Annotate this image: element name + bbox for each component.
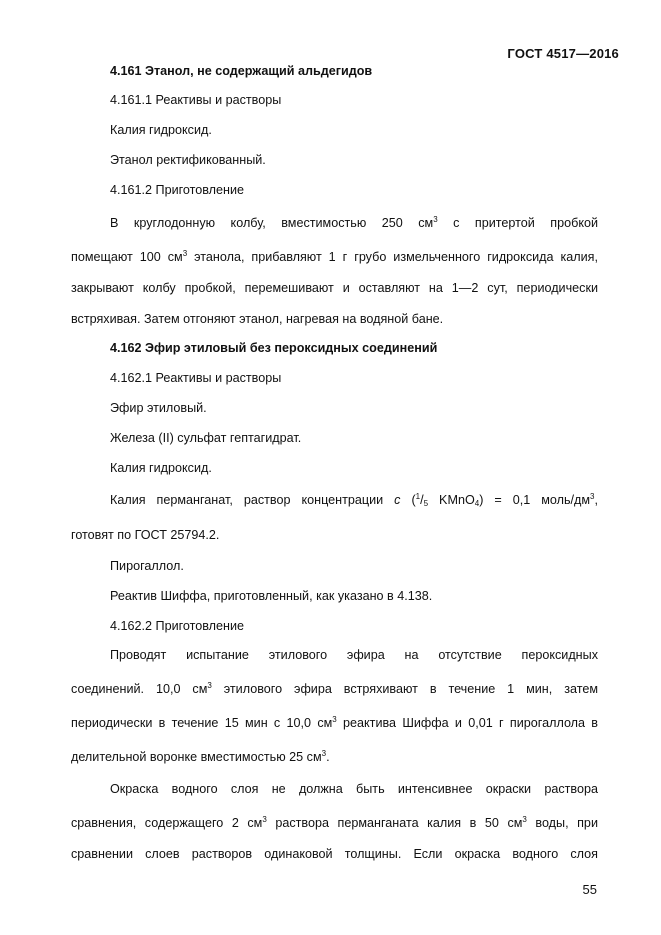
document-body <box>71 64 598 864</box>
reagent-pyrogallol: Пирогаллол. <box>110 559 184 573</box>
reagent-potassium-hydroxide: Калия гидроксид. <box>110 123 212 137</box>
subsection-4-161-2: 4.161.2 Приготовление <box>110 183 245 197</box>
paragraph-line: сравнении слоев растворов одинаковой толщины. Если окраска водного слоя <box>71 847 598 861</box>
paragraph-4-161-2 <box>71 210 598 329</box>
subsection-4-162-2: 4.162.2 Приготовление <box>110 619 245 633</box>
paragraph-line: готовят по ГОСТ 25794.2. <box>71 528 220 542</box>
paragraph-coloring <box>71 779 598 864</box>
standard-header: ГОСТ 4517—2016 <box>507 46 619 61</box>
reagent-potassium-permanganate: Калия перманганат, раствор концентрации c ($^1/_5$ KMnO$_4$) = 0,1 моль/$дм^3$, <box>110 492 598 508</box>
paragraph-line: встряхивая. Затем отгоняют этанол, нагревая на водяной бане. <box>71 312 444 326</box>
reagent-iron-sulfate: Железа (II) сульфат гептагидрат. <box>110 431 302 445</box>
subsection-4-161-1: 4.161.1 Реактивы и растворы <box>110 93 282 107</box>
paragraph-line: периодически в течение 15 мин с 10,0 $см^3$ реактива Шиффа и 0,01 г пирогаллола в <box>71 715 598 730</box>
reagent-potassium-hydroxide-2: Калия гидроксид. <box>110 461 212 475</box>
paragraph-line: В круглодонную колбу, вместимостью 250 $см^3$ с притертой пробкой <box>110 215 599 230</box>
paragraph-procedure <box>71 645 598 767</box>
paragraph-line: Проводят испытание этилового эфира на отсутствие пероксидных <box>110 648 598 662</box>
reagent-schiff: Реактив Шиффа, приготовленный, как указано в 4.138. <box>110 589 433 603</box>
page-number: 55 <box>582 882 597 897</box>
reagent-ethanol: Этанол ректификованный. <box>110 153 266 167</box>
reagent-ethyl-ether: Эфир этиловый. <box>110 401 207 415</box>
paragraph-line: помещают 100 $см^3$ этанола, прибавляют 1 г грубо измельченного гидроксида калия, <box>71 249 598 264</box>
paragraph-line: закрывают колбу пробкой, перемешивают и оставляют на 1—2 сут, периодически <box>71 281 598 295</box>
section-title-4-161: 4.161 Этанол, не содержащий альдегидов <box>110 64 373 78</box>
paragraph-line: сравнения, содержащего 2 $см^3$ раствора перманганата калия в 50 $см^3$ воды, при <box>71 815 598 830</box>
paragraph-line: соединений. 10,0 $см^3$ этилового эфира встряхивают в течение 1 мин, затем <box>71 681 598 696</box>
section-title-4-162: 4.162 Эфир этиловый без пероксидных соединений <box>110 341 438 355</box>
paragraph-line: делительной воронке вместимостью 25 $см^3$. <box>71 749 330 764</box>
paragraph-line: Окраска водного слоя не должна быть интенсивнее окраски раствора <box>110 782 598 796</box>
subsection-4-162-1: 4.162.1 Реактивы и растворы <box>110 371 282 385</box>
